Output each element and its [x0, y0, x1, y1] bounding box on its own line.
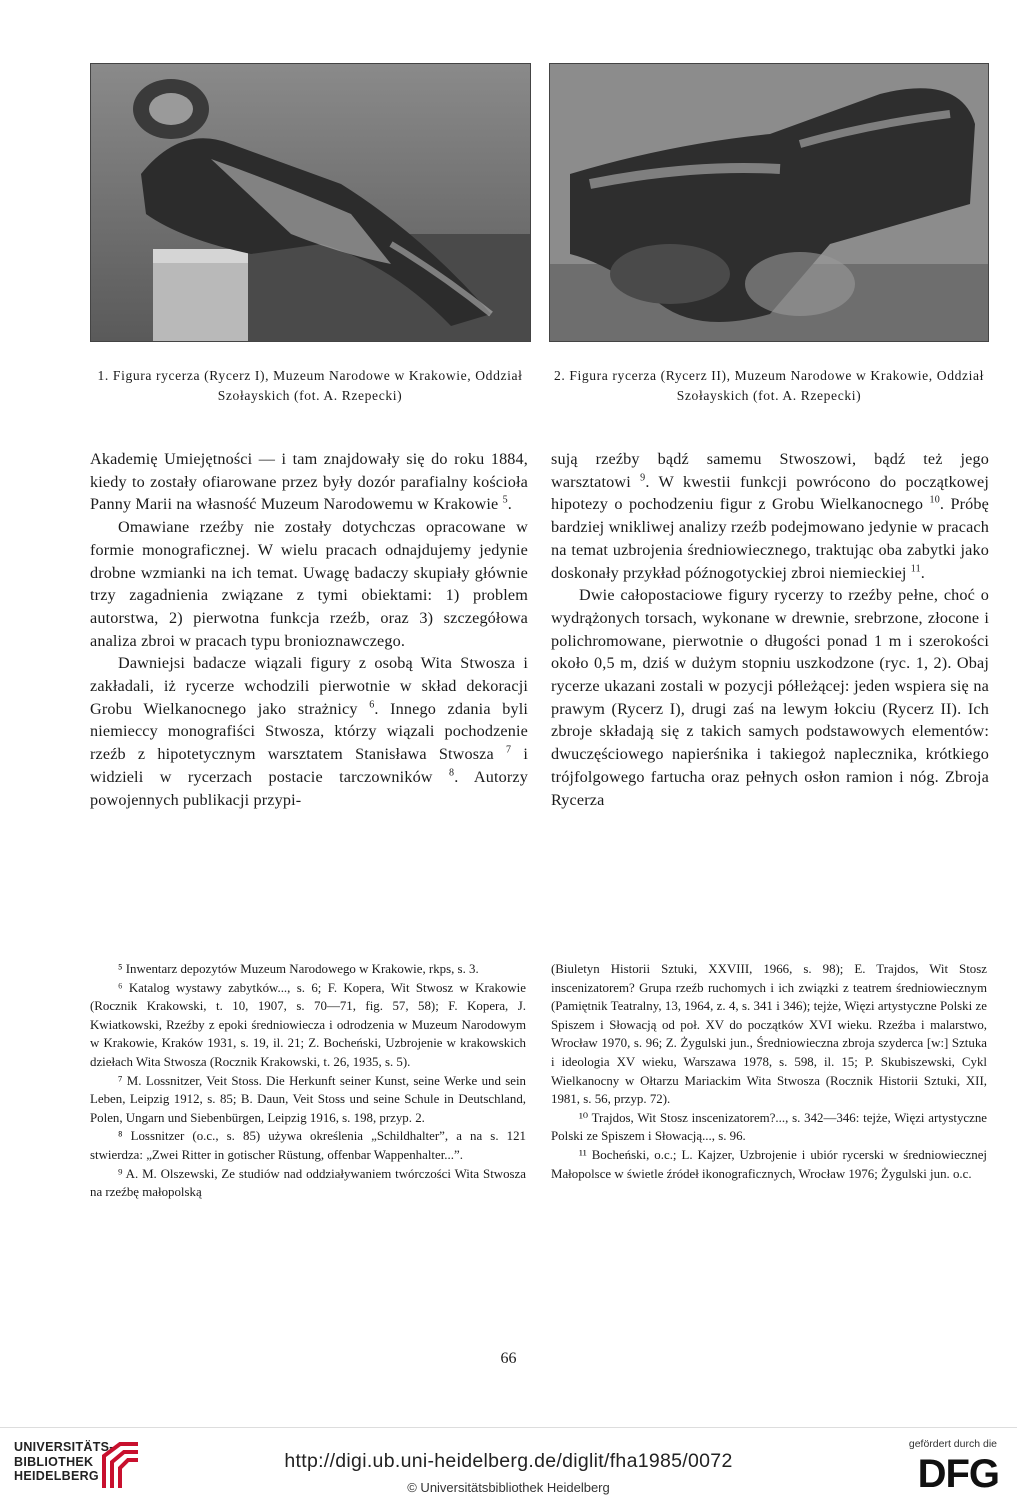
- paragraph: Omawiane rzeźby nie zostały dotychczas opracowane w formie monograficznej. W wielu pracach odnajdujemy jedynie drobne wzmianki na ich temat. Uwagę badaczy skupiały głównie trzy zagadnienia związane z tymi obiektami: 1) problem autorstwa, 2) pierwotna funkcja rzeźb, oraz 3) szczegółowa analiza zbroi w pracach typu bronioznawczego.: [90, 518, 528, 650]
- paragraph: sują rzeźby bądź samemu Stwoszowi, bądź też jego warsztatowi $^9$. W kwestii funkcji powrócono do początkowej hipotezy o pochodzeniu figur z Grobu Wielkanocnego $^{10}$. Próbę bardziej wnikliwej analizy rzeźb podejmowano jedynie w pracach na temat uzbrojenia średniowiecznego, traktując oba zabytki jako doskonały przykład późnogotyckiej zbroi niemieckiej $^{11}$.: [551, 450, 989, 582]
- footnote: ¹⁰ Trajdos, Wit Stosz inscenizatorem?..., s. 342—346: tejże, Więzi artystyczne Polski ze Spiszem i Słowacją..., s. 96.: [551, 1110, 987, 1144]
- dfg-logo[interactable]: DFG: [917, 1452, 999, 1496]
- figure-2-photo: [549, 63, 989, 342]
- figure-1-photo: [90, 63, 531, 342]
- figure-1-caption: 1. Figura rycerza (Rycerz I), Muzeum Narodowe w Krakowie, Oddział Szołayskich (fot. A. Rzepecki): [97, 368, 523, 403]
- footnote: ⁵ Inwentarz depozytów Muzeum Narodowego w Krakowie, rkps, s. 3.: [118, 962, 479, 976]
- footnote-ref[interactable]: 9: [640, 472, 646, 484]
- footnote-ref[interactable]: 8: [449, 767, 455, 779]
- footnote: ⁷ M. Lossnitzer, Veit Stoss. Die Herkunft seiner Kunst, seine Werke und sein Leben, Leipzig 1912, s. 85; B. Daun, Veit Stoss und seine Schule in Deutschland, Polen, Ungarn und Siebenbürgen, Leipzig 1916, s. 198, przyp. 2.: [90, 1073, 526, 1125]
- body-column-left: [90, 448, 528, 811]
- footnote-ref[interactable]: 7: [506, 744, 512, 756]
- figure-2-caption: 2. Figura rycerza (Rycerz II), Muzeum Narodowe w Krakowie, Oddział Szołayskich (fot. A. Rzepecki): [553, 368, 985, 403]
- paragraph: Dwie całopostaciowe figury rycerzy to rzeźby pełne, choć o wydrążonych torsach, wykonane w drewnie, srebrzone, złocone i polichromowane, pierwotnie o długości ponad 1 m i szerokości około 0,5 m, dziś w dużym stopniu uszkodzone (ryc. 1, 2). Obaj rycerze ukazani zostali w pozycji półleżącej: jeden wspiera się na prawym (Rycerz I), drugi zaś na lewym łokciu (Rycerz II). Ich zbroje składają się z takich samych podstawowych elementów: dwuczęściowego napierśnika i takiegoż naplecznika, krótkiego trójfolgowego fartucha oraz pełnych osłon ramion i nóg. Zbroja Rycerza: [551, 586, 989, 809]
- knight-2-image: [550, 64, 988, 341]
- footnote-ref[interactable]: 5: [502, 495, 508, 507]
- document-url-link[interactable]: http://digi.ub.uni-heidelberg.de/diglit/fha1985/0072: [284, 1450, 733, 1472]
- footnote: ⁹ A. M. Olszewski, Ze studiów nad oddziaływaniem twórczości Wita Stwosza na rzeźbę małopolską: [90, 1166, 526, 1200]
- footnote-ref[interactable]: 6: [369, 699, 375, 711]
- footnotes-left: [90, 960, 526, 1202]
- footnote: ⁸ Lossnitzer (o.c., s. 85) używa określenia „Schildhalter”, a na s. 121 stwierdza: „Zwei Ritter in gotischer Rüstung, offenbar Wappenhalter...”.: [90, 1129, 526, 1162]
- knight-1-image: [91, 64, 530, 341]
- footnote: ¹¹ Bocheński, o.c.; L. Kajzer, Uzbrojenie i ubiór rycerski w średniowiecznej Małopolsce w świetle źródeł ikonograficznych, Wrocław 1976; Żygulski jun. o.c.: [551, 1147, 987, 1181]
- paragraph: Dawniejsi badacze wiązali figury z osobą Wita Stwosza i zakładali, iż rycerze wchodzili pierwotnie w skład dekoracji Grobu Wielkanocnego jako strażnicy $^6$. Innego zdania byli niemieccy monografiści Stwosza, którzy wiązali pochodzenie rzeźb z hipotetycznym warsztatem Stanisława Stwosza $^7$ i widzieli w rycerzach postacie tarczowników $^8$. Autorzy powojennych publikacji przypi-: [90, 654, 528, 809]
- footnotes-right: [551, 960, 987, 1183]
- funding-text: gefördert durch die: [908, 1438, 997, 1450]
- paragraph: Akademię Umiejętności — i tam znajdowały się do roku 1884, kiedy to zostały ofiarowane przez były dozór parafialny kościoła Panny Marii na własność Muzeum Narodowemu w Krakowie $^5$.: [90, 450, 528, 514]
- footnote: (Biuletyn Historii Sztuki, XXVIII, 1966, s. 98); E. Trajdos, Wit Stosz inscenizatorem? Grupa rzeźb ruchomych i ich związki z teatrem średniowiecznym (Pamiętnik Teatralny, 13, 1964, z. 4, s. 341 i 346); tejże, Więzi artystyczne Polski ze Spiszem i Słowacją od poł. XV do początków XVI wieku. Rzeźba i malarstwo, Wrocław 1970, s. 96; Z. Żygulski jun., Średniowieczna zbroja szyderca [w:] Sztuka i ideologia XV wieku, Warszawa 1978, s. 598, il. 15; P. Skubiszewski, Cykl Wielkanocny w Ołtarzu Mariackim Wita Stwosza (Rocznik Historii Sztuki, XII, 1981, s. 56, przyp. 72).: [551, 962, 987, 1107]
- footnote: ⁶ Katalog wystawy zabytków..., s. 6; F. Kopera, Wit Stwosz w Krakowie (Rocznik Krakowski, t. 10, 1907, s. 70—71, fig. 57, 58); F. Kopera, J. Kwiatkowski, Rzeźby z epoki średniowiecza i odrodzenia w Muzeum Narodowym w Krakowie, Kraków 1931, s. 19, il. 21; Z. Bocheński, Uzbrojenie w krakowskich dziełach Wita Stwosza (Rocznik Krakowski, t. 26, 1935, s. 5).: [90, 980, 526, 1069]
- footnote-ref[interactable]: 11: [910, 563, 921, 575]
- footer: [0, 1427, 1017, 1507]
- copyright-text: © Universitätsbibliothek Heidelberg: [407, 1480, 610, 1495]
- footnote-ref[interactable]: 10: [929, 495, 940, 507]
- page-number: 66: [500, 1350, 517, 1367]
- body-column-right: [551, 448, 989, 811]
- library-logo-text[interactable]: UNIVERSITÄTS- BIBLIOTHEK HEIDELBERG: [14, 1440, 114, 1483]
